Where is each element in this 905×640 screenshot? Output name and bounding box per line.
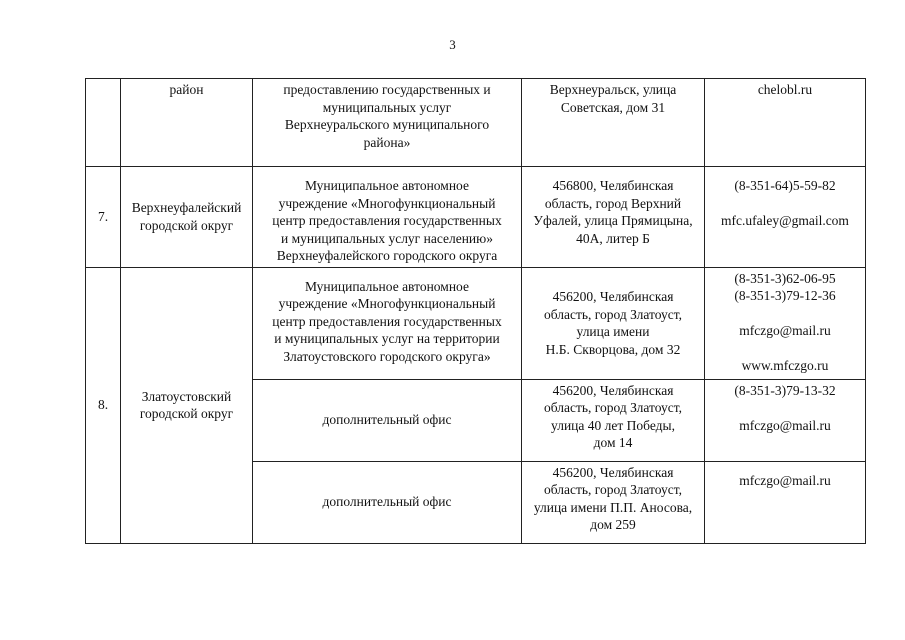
organization-cell: дополнительный офис [253, 461, 522, 543]
mfc-table [85, 78, 866, 544]
organization-cell: дополнительный офис [253, 379, 522, 461]
address-cell: Верхнеуральск, улица Советская, дом 31 [522, 79, 705, 167]
district-cell: район [121, 79, 253, 167]
contacts-cell: (8-351-64)5-59-82 mfc.ufaley@gmail.com [705, 167, 866, 268]
organization-cell: предоставлению государственных и муниципальных услуг Верхнеуральского муниципального района» [253, 79, 522, 167]
contacts-cell: (8-351-3)62-06-95 (8-351-3)79-12-36 mfczgo@mail.ru www.mfczgo.ru [705, 267, 866, 379]
address-cell: 456200, Челябинская область, город Златоуст, улица имени Н.Б. Скворцова, дом 32 [522, 267, 705, 379]
district-cell: Верхнеуфалейский городской округ [121, 167, 253, 268]
row-number: 8. [86, 267, 121, 543]
district-cell: Златоустовский городской округ [121, 267, 253, 543]
row-number [86, 79, 121, 167]
table-row [86, 267, 866, 379]
address-cell: 456800, Челябинская область, город Верхний Уфалей, улица Прямицына, 40А, литер Б [522, 167, 705, 268]
contacts-cell: chelobl.ru [705, 79, 866, 167]
contacts-cell: (8-351-3)79-13-32 mfczgo@mail.ru [705, 379, 866, 461]
address-cell: 456200, Челябинская область, город Златоуст, улица имени П.П. Аносова, дом 259 [522, 461, 705, 543]
organization-cell: Муниципальное автономное учреждение «Многофункциональный центр предоставления государственных и муниципальных услуг на территории Златоустовского городского округа» [253, 267, 522, 379]
row-number: 7. [86, 167, 121, 268]
table-row [86, 167, 866, 268]
table-row [86, 79, 866, 167]
contacts-cell: mfczgo@mail.ru [705, 461, 866, 543]
address-cell: 456200, Челябинская область, город Златоуст, улица 40 лет Победы, дом 14 [522, 379, 705, 461]
page-number: 3 [449, 37, 456, 52]
organization-cell: Муниципальное автономное учреждение «Многофункциональный центр предоставления государственных и муниципальных услуг населению» Верхнеуфалейского городского округа [253, 167, 522, 268]
